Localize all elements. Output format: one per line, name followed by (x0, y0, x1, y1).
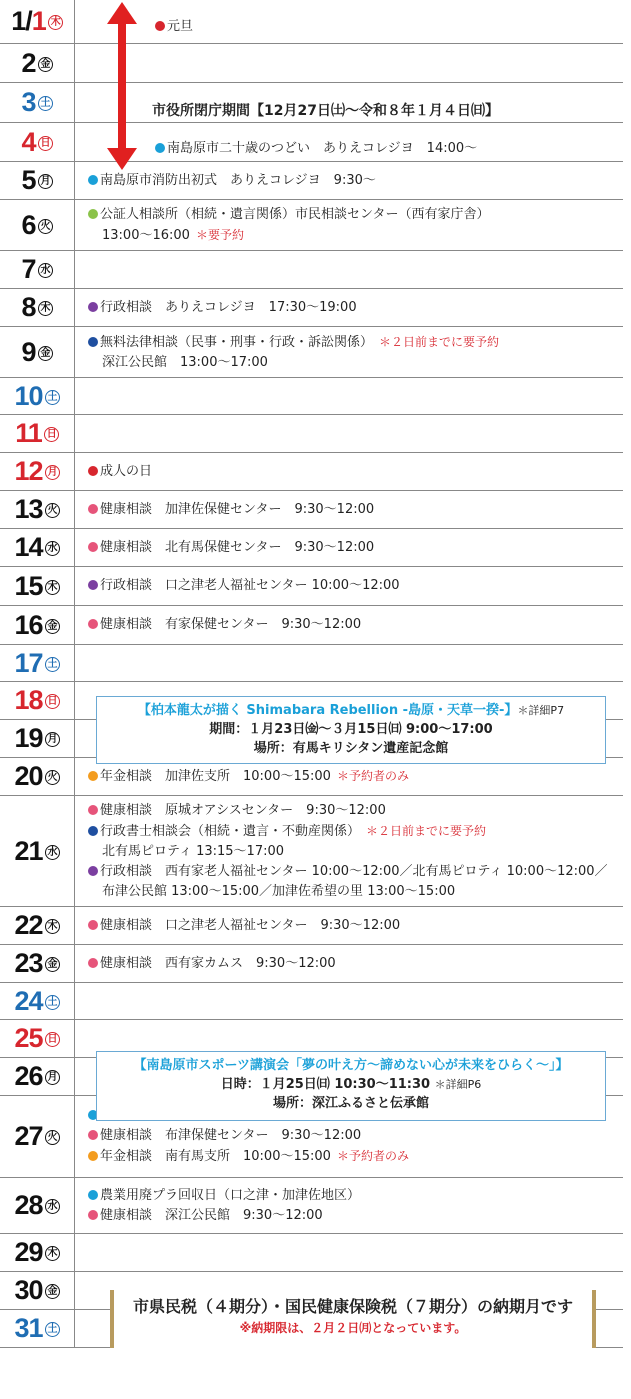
day-row-10 (0, 378, 623, 415)
event-text: 健康相談 口之津老人福祉センター 9:30～12:00 (100, 917, 401, 933)
date-cell (0, 720, 75, 757)
weekday-badge: 火 (45, 770, 60, 785)
event-text: 成人の日 (100, 463, 153, 479)
day-number: 6 (21, 209, 36, 240)
ganjitsu-text: 元旦 (167, 19, 194, 34)
category-dot-icon (88, 619, 98, 629)
exhibit-place: 場所：有馬キリシタン遺産記念館 (253, 741, 449, 756)
day-row-16 (0, 606, 623, 645)
exhibit-notice (96, 696, 606, 764)
tax-notice (110, 1290, 596, 1348)
weekday-badge: 木 (45, 580, 60, 595)
event-text: 布津公民館 13:00～15:00／加津佐希望の里 13:00～15:00 (102, 883, 456, 899)
date-label (21, 337, 52, 368)
month-label: 1/ (11, 6, 32, 36)
event-list (88, 567, 617, 605)
weekday-badge: 木 (45, 1246, 60, 1261)
weekday-badge: 日 (44, 427, 59, 442)
category-dot-icon (88, 1151, 98, 1161)
day-row-9 (0, 327, 623, 378)
date-label (14, 910, 59, 941)
event-list (88, 453, 617, 490)
date-label (14, 948, 59, 979)
day-number: 29 (14, 1237, 43, 1267)
event-item (88, 821, 617, 842)
date-label (14, 836, 59, 867)
date-label (14, 494, 59, 525)
date-cell (0, 83, 75, 122)
weekday-badge: 火 (45, 503, 60, 518)
event-text: 健康相談 深江公民館 9:30～12:00 (100, 1207, 323, 1223)
lecture-place: 場所：深江ふるさと伝承館 (272, 1096, 429, 1111)
event-item (88, 862, 617, 882)
event-list (88, 491, 617, 528)
weekday-badge: 土 (38, 96, 53, 111)
date-cell (0, 44, 75, 82)
day-number: 26 (14, 1061, 43, 1091)
weekday-badge: 火 (38, 219, 53, 234)
day-row-24 (0, 983, 623, 1020)
category-dot-icon (88, 920, 98, 930)
event-text: 行政相談 口之津老人福祉センター 10:00～12:00 (100, 578, 400, 593)
event-text: 北有馬ピロティ 13:15～17:00 (102, 843, 285, 859)
date-cell (0, 123, 75, 161)
weekday-badge: 水 (38, 263, 53, 278)
day-number: 2 (21, 47, 36, 78)
exhibit-ref: ＊詳細P7 (517, 704, 565, 717)
weekday-badge: 木 (38, 301, 53, 316)
event-text: 行政相談 ありえコレジヨ 17:30～19:00 (100, 299, 357, 315)
day-number: 30 (14, 1275, 43, 1305)
event-item (88, 842, 617, 862)
weekday-badge: 金 (45, 957, 60, 972)
event-note: ＊予約者のみ (336, 769, 409, 783)
date-cell (0, 529, 75, 566)
day-row-1 (0, 0, 623, 44)
event-item (88, 1126, 617, 1146)
weekday-badge: 金 (45, 1284, 60, 1299)
day-number: 3 (21, 87, 36, 117)
category-dot-icon (88, 805, 98, 815)
date-label (14, 1313, 59, 1344)
event-item (88, 916, 617, 936)
date-cell (0, 162, 75, 199)
event-text: 健康相談 北有馬保健センター 9:30～12:00 (100, 539, 375, 555)
event-item (88, 205, 617, 225)
event-text: 公証人相談所（相続・遺言関係）市民相談センター（西有家庁舎） (100, 206, 490, 222)
category-dot-icon (88, 209, 98, 219)
weekday-badge: 土 (45, 995, 60, 1010)
event-note: ＊２日前までに要予約 (366, 823, 487, 838)
day-number: 5 (21, 165, 36, 195)
category-dot-icon (88, 826, 98, 836)
event-text: 無料法律相談（民事・刑事・行政・訴訟関係） (100, 334, 374, 350)
event-item (88, 615, 617, 635)
day-row-8 (0, 289, 623, 327)
event-text: 健康相談 布津保健センター 9:30～12:00 (100, 1128, 362, 1143)
date-label (14, 723, 59, 754)
day-row-6 (0, 200, 623, 251)
event-list (88, 327, 617, 377)
date-label (11, 6, 63, 37)
day-number: 17 (14, 647, 43, 678)
date-cell (0, 682, 75, 719)
day-number: 18 (14, 685, 43, 715)
day-number: 7 (21, 254, 36, 284)
weekday-badge: 水 (45, 845, 60, 860)
category-dot-icon (88, 866, 98, 876)
weekday-badge: 金 (38, 346, 53, 361)
category-dot-icon (88, 580, 98, 590)
weekday-badge: 日 (38, 136, 53, 151)
weekday-badge: 月 (45, 465, 60, 480)
category-dot-icon (88, 337, 98, 347)
event-list (88, 200, 617, 250)
weekday-badge: 水 (45, 1199, 60, 1214)
event-text: 健康相談 加津佐保健センター 9:30～12:00 (100, 501, 375, 517)
date-cell (0, 606, 75, 644)
date-label (14, 1023, 59, 1054)
date-cell (0, 1272, 75, 1309)
weekday-badge: 木 (48, 15, 63, 30)
event-item (88, 1146, 617, 1167)
event-item (88, 766, 617, 787)
date-cell (0, 945, 75, 982)
date-label (21, 254, 52, 285)
day-number: 27 (14, 1121, 43, 1151)
weekday-badge: 金 (45, 619, 60, 634)
date-cell (0, 378, 75, 414)
date-label (14, 1121, 59, 1152)
day-number: 24 (14, 985, 43, 1016)
date-cell (0, 796, 75, 906)
date-label (14, 648, 59, 679)
date-cell (0, 1058, 75, 1095)
date-cell (0, 251, 75, 288)
category-dot-icon (88, 542, 98, 552)
day-row-13 (0, 491, 623, 529)
date-cell (0, 983, 75, 1019)
date-label (14, 456, 59, 487)
event-item (88, 1186, 617, 1206)
event-text: 農業用廃プラ回収日（口之津・加津佐地区） (100, 1187, 361, 1203)
date-cell (0, 1020, 75, 1057)
blue-dot-icon (155, 143, 165, 153)
weekday-badge: 水 (45, 541, 60, 556)
day-number: 15 (14, 570, 43, 601)
day-row-22 (0, 907, 623, 945)
date-cell (0, 415, 75, 452)
day-number: 14 (14, 532, 43, 562)
event-list (88, 1178, 617, 1233)
date-label (21, 292, 52, 323)
lecture-notice (96, 1051, 606, 1121)
day-number: 23 (14, 948, 43, 978)
event-text: 13:00～16:00 (102, 227, 190, 243)
day-row-11 (0, 415, 623, 453)
tax-line2: ※納期限は、２月２日㈪となっています。 (239, 1321, 467, 1335)
date-cell (0, 453, 75, 490)
day-row-21 (0, 796, 623, 907)
event-list (88, 162, 617, 199)
event-text: 南島原市消防出初式 ありえコレジヨ 9:30～ (100, 172, 376, 188)
date-label (14, 761, 59, 792)
closure-period-text: 市役所閉庁期間【12月27日㈯～令和８年１月４日㈰】 (152, 103, 499, 119)
exhibit-period: 期間：１月23日㈮～３月15日㈰ 9:00～17:00 (209, 722, 493, 737)
event-note: ＊２日前までに要予約 (379, 334, 500, 349)
weekday-badge: 木 (45, 919, 60, 934)
event-list (88, 796, 617, 906)
date-label (21, 165, 52, 196)
date-label (14, 1275, 59, 1306)
day-row-14 (0, 529, 623, 567)
day-number: 28 (14, 1190, 43, 1220)
event-text: 年金相談 南有馬支所 10:00～15:00 (100, 1149, 331, 1164)
day-row-12 (0, 453, 623, 491)
day-row-5 (0, 162, 623, 200)
date-cell (0, 907, 75, 944)
event-text: 年金相談 加津佐支所 10:00～15:00 (100, 769, 331, 784)
day-row-17 (0, 645, 623, 682)
date-label (21, 87, 52, 118)
lecture-datetime: 日時：１月25日㈰ 10:30～11:30 (220, 1077, 431, 1092)
day-row-28 (0, 1178, 623, 1234)
event-item (88, 1206, 617, 1226)
weekday-badge: 日 (45, 694, 60, 709)
weekday-badge: 金 (38, 57, 53, 72)
event-item (88, 332, 617, 353)
day-number: 8 (21, 292, 36, 322)
event-item (88, 538, 617, 558)
date-label (14, 532, 59, 563)
date-cell (0, 567, 75, 605)
day-number: 16 (14, 609, 43, 640)
category-dot-icon (88, 175, 98, 185)
event-text: 健康相談 西有家カムス 9:30～12:00 (100, 955, 336, 971)
day-number: 4 (21, 126, 36, 157)
weekday-badge: 土 (45, 657, 60, 672)
date-label (14, 1061, 59, 1092)
day-number: 31 (14, 1313, 43, 1343)
lecture-title: 【南島原市スポーツ講演会「夢の叶え方～諦めない心が未来をひらく～」】 (133, 1058, 569, 1073)
closure-period-arrow (107, 2, 137, 170)
weekday-badge: 日 (45, 1032, 60, 1047)
event-list (88, 945, 617, 982)
date-cell (0, 1178, 75, 1233)
event-item (88, 171, 617, 191)
category-dot-icon (88, 302, 98, 312)
hatachi-text: 南島原市二十歳のつどい ありえコレジヨ 14:00～ (167, 141, 478, 156)
day-number: 25 (14, 1023, 43, 1053)
date-label (14, 1237, 59, 1268)
day-number: 22 (14, 910, 43, 940)
day-number: 19 (14, 723, 43, 753)
event-text: 行政書士相談会（相続・遺言・不動産関係） (100, 823, 361, 839)
day-row-23 (0, 945, 623, 983)
date-cell (0, 200, 75, 250)
event-item (88, 225, 617, 246)
day-number: 11 (15, 418, 42, 448)
event-list (88, 289, 617, 326)
date-label (14, 1190, 59, 1221)
event-text: 健康相談 有家保健センター 9:30～12:00 (100, 617, 362, 632)
day-row-29 (0, 1234, 623, 1272)
date-label (14, 685, 59, 716)
event-item (88, 500, 617, 520)
event-list (88, 606, 617, 644)
event-item (88, 353, 617, 373)
event-list (88, 907, 617, 944)
date-label (21, 210, 52, 241)
date-label (14, 381, 59, 412)
lecture-ref: ＊詳細P6 (434, 1078, 482, 1091)
date-cell (0, 1234, 75, 1271)
date-cell (0, 289, 75, 326)
red-dot-icon (155, 21, 165, 31)
date-label (15, 418, 59, 449)
category-dot-icon (88, 466, 98, 476)
event-text: 健康相談 原城オアシスセンター 9:30～12:00 (100, 802, 386, 818)
date-cell (0, 645, 75, 681)
date-label (14, 571, 59, 602)
day-row-7 (0, 251, 623, 289)
category-dot-icon (88, 504, 98, 514)
event-item (88, 882, 617, 902)
category-dot-icon (88, 1130, 98, 1140)
date-label (21, 127, 52, 158)
event-item (88, 576, 617, 596)
weekday-badge: 月 (45, 1070, 60, 1085)
exhibit-title: 【柏本龍太が描く Shimabara Rebellion -島原・天草一揆-】 (137, 703, 518, 718)
weekday-badge: 土 (45, 1322, 60, 1337)
tax-line1: 市県民税（４期分）・国民健康保険税（７期分）の納期月です (132, 1297, 573, 1316)
date-cell (0, 0, 75, 43)
date-label (14, 610, 59, 641)
hatachi-event (155, 139, 477, 159)
day-number: 1 (31, 6, 46, 36)
date-cell (0, 491, 75, 528)
event-text: 深江公民館 13:00～17:00 (102, 354, 268, 370)
category-dot-icon (88, 771, 98, 781)
day-row-15 (0, 567, 623, 606)
date-cell (0, 327, 75, 377)
weekday-badge: 火 (45, 1130, 60, 1145)
ganjitsu-event (155, 17, 193, 37)
event-note: ＊要予約 (195, 227, 244, 242)
weekday-badge: 月 (38, 174, 53, 189)
date-label (14, 986, 59, 1017)
day-number: 10 (14, 380, 43, 411)
weekday-badge: 月 (45, 732, 60, 747)
date-label (21, 48, 52, 79)
day-number: 20 (14, 761, 43, 791)
category-dot-icon (88, 958, 98, 968)
weekday-badge: 土 (45, 390, 60, 405)
date-cell (0, 1096, 75, 1177)
day-row-2 (0, 44, 623, 83)
day-number: 21 (14, 835, 43, 866)
event-item (88, 462, 617, 482)
category-dot-icon (88, 1210, 98, 1220)
event-item (88, 298, 617, 318)
category-dot-icon (88, 1190, 98, 1200)
event-list (88, 529, 617, 566)
event-text: 行政相談 西有家老人福祉センター 10:00～12:00／北有馬ピロティ 10:00～12:00／ (100, 863, 608, 879)
date-cell (0, 758, 75, 795)
day-number: 13 (14, 494, 43, 524)
event-note: ＊予約者のみ (336, 1149, 409, 1163)
day-number: 12 (14, 456, 43, 486)
day-number: 9 (21, 336, 36, 367)
date-cell (0, 1310, 75, 1347)
event-item (88, 801, 617, 821)
event-item (88, 954, 617, 974)
